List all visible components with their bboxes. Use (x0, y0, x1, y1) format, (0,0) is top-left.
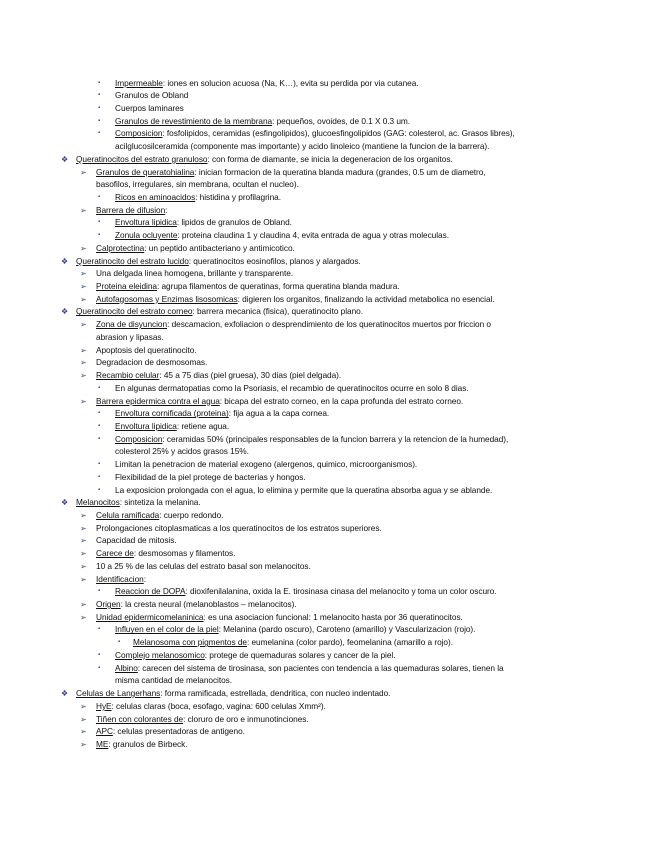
arrow-bullet-icon: ➢ (80, 523, 87, 533)
outline-item (96, 370, 341, 381)
outline-item (96, 726, 245, 737)
arrow-bullet-icon: ➢ (80, 561, 87, 571)
outline-item (115, 90, 188, 101)
item-text: Una delgada linea homogena, brillante y transparente. (96, 268, 294, 279)
item-text: : es una asociacion funcional: 1 melanocito hasta por 36 queratinocitos. (203, 611, 463, 622)
item-text: : sintetiza la melanina. (119, 497, 201, 508)
item-term: Complejo melanosomico (115, 649, 205, 660)
item-term: Melanosoma con pigmentos de (133, 637, 247, 648)
arrow-bullet-icon: ➢ (80, 600, 87, 610)
outline-item (96, 243, 295, 254)
item-text: : descamacion, exfoliacion o desprendimiento de los queratinocitos muertos por friccion o (167, 319, 491, 330)
square-bullet-icon: ▪ (98, 384, 101, 391)
item-term: Queratinocitos del estrato granuloso (76, 153, 208, 164)
diamond-bullet-icon: ❖ (61, 256, 69, 266)
square-bullet-icon: ▪ (98, 79, 101, 86)
item-term: Recambio celular (96, 370, 160, 381)
item-term: Impermeable (115, 77, 163, 88)
outline-item (115, 116, 410, 127)
item-term: Carece de (96, 548, 134, 559)
item-text: colesterol 25% y acidos grasos 15%. (115, 446, 249, 457)
arrow-bullet-icon: ➢ (80, 294, 87, 304)
item-text: : (143, 573, 146, 584)
square-bullet-icon: ▪ (98, 117, 101, 124)
item-term: Granulos de queratohialina (96, 166, 195, 177)
item-text: 10 a 25 % de las celulas del estrato basal son melanocitos. (96, 560, 311, 571)
item-text: : fosfolipidos, ceramidas (esfingolipidos), glucoesfingolipidos (GAG: colesterol, ac. Grasos libres), (162, 128, 515, 139)
item-term: Melanocitos (76, 497, 120, 508)
item-term: Envoltura cornificada (proteina) (115, 408, 229, 419)
arrow-bullet-icon: ➢ (80, 320, 87, 330)
outline-item (115, 421, 229, 432)
item-text: Limitan la penetracion de material exogeno (alergenos, quimico, microorganismos). (115, 459, 418, 470)
square-bullet-icon: ▪ (98, 410, 101, 417)
outline-item (115, 485, 492, 496)
outline-item (96, 294, 495, 305)
outline-item (96, 281, 400, 292)
outline-item (115, 128, 515, 139)
item-text: : la cresta neural (melanoblastos – melanocitos). (120, 599, 297, 610)
diamond-bullet-icon: ❖ (61, 498, 69, 508)
square-bullet-icon: ▪ (98, 588, 101, 595)
item-text: : Melanina (pardo oscuro), Caroteno (amarillo) y Vascularizacion (rojo). (218, 624, 476, 635)
arrow-bullet-icon: ➢ (80, 739, 87, 749)
item-text: Prolongaciones citoplasmaticas a los queratinocitos de los estratos superiores. (96, 522, 382, 533)
square-bullet-icon: ▪ (98, 473, 101, 480)
item-text: : celulas presentadoras de antigeno. (112, 726, 245, 737)
arrow-bullet-icon: ➢ (80, 396, 87, 406)
outline-item (96, 167, 486, 178)
outline-item (96, 510, 223, 521)
item-text: : iones en solucion acuosa (Na, K…), evita su perdida por via cutanea. (162, 77, 419, 88)
item-term: Celula ramificada (96, 509, 160, 520)
item-term: Queratinocito del estrato lucido (76, 255, 189, 266)
item-text: Degradacion de desmosomas. (96, 357, 208, 368)
outline-item (115, 624, 475, 635)
outline-item (115, 78, 419, 89)
item-term: Reaccion de DOPA (115, 586, 186, 597)
arrow-bullet-icon: ➢ (80, 205, 87, 215)
item-term: Ricos en aminoacidos (115, 191, 196, 202)
item-term: Identificacion (96, 573, 144, 584)
outline-item (96, 179, 299, 190)
item-term: Granulos de revestimiento de la membrana (115, 115, 273, 126)
item-text: : fija agua a la capa cornea. (228, 408, 330, 419)
outline-item (96, 523, 382, 534)
square-bullet-icon: ▪ (98, 664, 101, 671)
outline-item (115, 408, 329, 419)
arrow-bullet-icon: ➢ (80, 358, 87, 368)
item-text: : carecen del sistema de tirosinasa, son pacientes con tendencia a las quemaduras solares, tienen la (137, 662, 504, 673)
item-text: : celulas claras (boca, esofago, vagina: 600 celulas Xmm²). (111, 700, 326, 711)
arrow-bullet-icon: ➢ (80, 243, 87, 253)
item-text: : protege de quemaduras solares y cancer de la piel. (204, 649, 396, 660)
item-text: : proteina claudina 1 y claudina 4, evita entrada de agua y otras moleculas. (177, 230, 449, 241)
square-bullet-icon: ▪ (98, 232, 101, 239)
arrow-bullet-icon: ➢ (80, 549, 87, 559)
item-text: : agrupa filamentos de queratinas, forma queratina blanda madura. (156, 281, 400, 292)
item-term: Influyen en el color de la piel (115, 624, 219, 635)
item-text: : inician formacion de la queratina blanda madura (grandes, 0.5 um de diametro, (194, 166, 486, 177)
arrow-bullet-icon: ➢ (80, 536, 87, 546)
item-text: : digieren los organitos, finalizando la actividad metabolica no esencial. (237, 293, 495, 304)
item-text: : pequeños, ovoides, de 0.1 X 0.3 um. (272, 115, 411, 126)
item-term: Zona de disyuncion (96, 319, 168, 330)
item-term: Barrera de difusion (96, 204, 166, 215)
item-text: basofilos, irregulares, sin membrana, ocultan el nucleo). (96, 179, 299, 190)
outline-item (96, 701, 326, 712)
item-text: : lipidos de granulos de Obland. (176, 217, 292, 228)
outline-item (96, 714, 309, 725)
item-term: Unidad epidermicomelaninica (96, 611, 204, 622)
item-term: HyE (96, 700, 112, 711)
arrow-bullet-icon: ➢ (80, 714, 87, 724)
square-bullet-icon: ▪ (98, 651, 101, 658)
outline-item (76, 306, 363, 317)
outline-item (96, 548, 235, 559)
arrow-bullet-icon: ➢ (80, 510, 87, 520)
item-text: : 45 a 75 dias (piel gruesa), 30 dias (piel delgada). (159, 370, 342, 381)
outline-item (96, 396, 463, 407)
item-text: : ceramidas 50% (principales responsables de la funcion barrera y la retencion de la humedad), (162, 433, 509, 444)
arrow-bullet-icon: ➢ (80, 701, 87, 711)
item-text: : queratinocitos eosinofilos, planos y alargados. (188, 255, 361, 266)
item-text: : un peptido antibacteriano y antimicotico. (144, 242, 295, 253)
arrow-bullet-icon: ➢ (80, 167, 87, 177)
square-bullet-icon: ▪ (98, 92, 101, 99)
square-bullet-icon: ▪ (98, 486, 101, 493)
outline-item (115, 230, 449, 241)
outline-item (115, 650, 395, 661)
outline-item (115, 586, 497, 597)
item-text: : eumelanina (color pardo), feomelanina (amarillo a rojo). (246, 637, 453, 648)
item-term: Proteina eleidina (96, 281, 157, 292)
arrow-bullet-icon: ➢ (80, 612, 87, 622)
diamond-bullet-icon: ❖ (61, 154, 69, 164)
item-term: ME (96, 738, 109, 749)
item-text: Apoptosis del queratinocito. (96, 344, 197, 355)
outline-item (115, 663, 504, 674)
outline-item (96, 599, 297, 610)
item-text: acilglucosilceramida (componente mas importante) y acido linoleico (mantiene la funcion de la barrera). (115, 141, 490, 152)
item-term: Envoltura lipidica (115, 217, 177, 228)
item-text: La exposicion prolongada con el agua, lo elimina y permite que la queratina absorba agua y se ablande. (115, 484, 493, 495)
item-term: Composicion (115, 128, 163, 139)
outline-item (76, 256, 361, 267)
outline-item (115, 459, 417, 470)
item-term: Composicion (115, 433, 163, 444)
item-text: : dioxifenilalanina, oxida la E. tirosinasa cinasa del melanocito y toma un color oscuro. (185, 586, 497, 597)
square-bullet-icon: ▪ (118, 639, 121, 646)
outline-item (115, 217, 292, 228)
item-text: : bicapa del estrato corneo, en la capa profunda del estrato corneo. (219, 395, 464, 406)
outline-item (133, 637, 453, 648)
item-text: Capacidad de mitosis. (96, 535, 177, 546)
diamond-bullet-icon: ❖ (61, 307, 69, 317)
item-term: Envoltura lipidica (115, 420, 177, 431)
arrow-bullet-icon: ➢ (80, 371, 87, 381)
outline-item (115, 192, 281, 203)
item-text: Cuerpos laminares (115, 102, 184, 113)
outline-item (96, 268, 293, 279)
diamond-bullet-icon: ❖ (61, 689, 69, 699)
item-term: Queratinocito del estrato corneo (76, 306, 193, 317)
outline-item (96, 357, 207, 368)
item-text: : forma ramificada, estrellada, dendritica, con nucleo indentado. (160, 688, 391, 699)
arrow-bullet-icon: ➢ (80, 574, 87, 584)
item-text: Granulos de Obland (115, 90, 189, 101)
item-term: Calprotectina (96, 242, 145, 253)
outline-item (115, 446, 249, 457)
arrow-bullet-icon: ➢ (80, 282, 87, 292)
outline-item (115, 103, 184, 114)
arrow-bullet-icon: ➢ (80, 727, 87, 737)
item-term: Autofagosomas y Enzimas lisosomicas (96, 293, 238, 304)
item-text: : (165, 204, 168, 215)
outline-item (76, 497, 201, 508)
square-bullet-icon: ▪ (98, 626, 101, 633)
outline-item (115, 383, 469, 394)
item-term: Celulas de Langerhans (76, 688, 161, 699)
item-text: : retiene agua. (176, 420, 230, 431)
square-bullet-icon: ▪ (98, 193, 101, 200)
outline-item (115, 141, 489, 152)
square-bullet-icon: ▪ (98, 219, 101, 226)
outline-item (96, 535, 177, 546)
item-text: : barrera mecanica (fisica), queratinocito plano. (192, 306, 363, 317)
item-term: Albino (115, 662, 138, 673)
item-text: abrasion y lipasas. (96, 331, 164, 342)
square-bullet-icon: ▪ (98, 435, 101, 442)
square-bullet-icon: ▪ (98, 422, 101, 429)
item-text: misma cantidad de melanocitos. (115, 675, 233, 686)
arrow-bullet-icon: ➢ (80, 269, 87, 279)
item-text: : con forma de diamante, se inicia la degeneracion de los organitos. (207, 153, 453, 164)
item-term: APC (96, 726, 113, 737)
outline-item (96, 739, 188, 750)
item-text: : desmosomas y filamentos. (133, 548, 236, 559)
item-term: Origen (96, 599, 121, 610)
outline-item (96, 612, 463, 623)
outline-item (115, 434, 508, 445)
square-bullet-icon: ▪ (98, 104, 101, 111)
outline-item (96, 205, 167, 216)
item-term: Tiñen con colorantes de (96, 713, 184, 724)
outline-item (96, 561, 311, 572)
item-term: Zonula ocluyente (115, 230, 178, 241)
item-text: En algunas dermatopatias como la Psoriasis, el recambio de queratinocitos ocurre en solo 8 dias. (115, 382, 469, 393)
square-bullet-icon: ▪ (98, 461, 101, 468)
item-text: : histidina y profilagrina. (195, 191, 281, 202)
item-term: Barrera epidermica contra el agua (96, 395, 220, 406)
outline-item (96, 332, 164, 343)
outline-item (96, 319, 491, 330)
outline-item (96, 345, 197, 356)
outline-item (76, 688, 390, 699)
outline-item (115, 675, 232, 686)
item-text: : cloruro de oro e inmunotinciones. (183, 713, 309, 724)
item-text: : cuerpo redondo. (159, 509, 224, 520)
square-bullet-icon: ▪ (98, 130, 101, 137)
outline-item (76, 154, 453, 165)
arrow-bullet-icon: ➢ (80, 345, 87, 355)
item-text: Flexibilidad de la piel protege de bacterias y hongos. (115, 471, 306, 482)
outline-item (96, 574, 146, 585)
item-text: : granulos de Birbeck. (108, 738, 188, 749)
outline-item (115, 472, 306, 483)
